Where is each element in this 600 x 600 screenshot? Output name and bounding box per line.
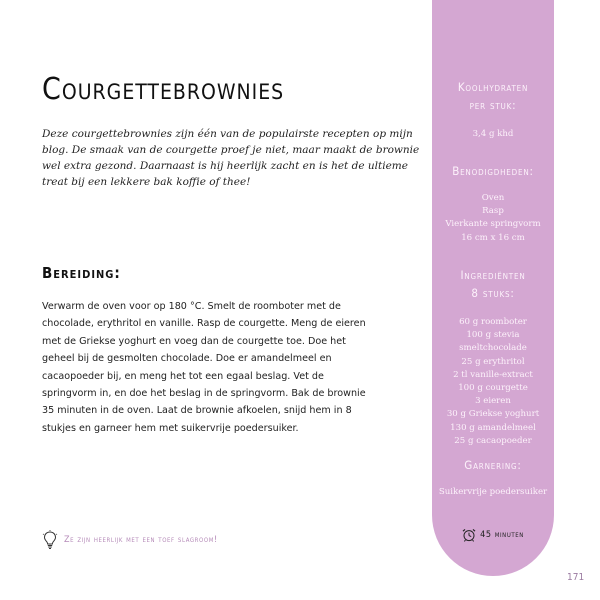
tools-heading: Benodigdheden:	[452, 164, 534, 178]
tools-item: Rasp	[482, 206, 504, 217]
carbs-heading: Koolhydraten	[457, 80, 529, 94]
ingredient-item: 60 g roomboter	[459, 317, 527, 327]
ingredient-item: 25 g erythritol	[461, 356, 525, 367]
tools-item: 16 cm x 16 cm	[461, 232, 525, 243]
tools-item: Vierkante springvorm	[445, 219, 541, 230]
tip	[42, 530, 218, 550]
preparation-heading: Bereiding:	[42, 264, 121, 282]
ingredients-heading: Ingrediënten	[460, 268, 526, 282]
carbs-section	[432, 78, 554, 141]
preparation-text: Verwarm de oven voor op 180 °C. Smelt de roomboter met de chocolade, erythritol en vanille. Rasp de courgette. Meng de eieren met de Griekse yoghurt en voeg dan de courgette toe. Doe het geheel bij de gesmolten chocolade. Doe er amandelmeel en cacaopoeder bij, en meng het tot een egaal beslag. Vet de springvorm in, en doe het beslag in de springvorm. Bak de brownie 35 minuten in de oven. Laat de brownie afkoelen, snijd hem in 8 stukjes en garneer hem met suikervrije poedersuiker.	[42, 301, 366, 434]
ingredient-item: 25 g cacaopoeder	[454, 435, 532, 446]
tools-list	[432, 192, 554, 245]
ingredient-item: 2 tl vanille-extract	[453, 369, 533, 380]
prep-time-text: 45 minuten	[480, 530, 524, 540]
page-number: 171	[567, 572, 585, 583]
ingredients-section	[432, 266, 554, 448]
alarm-clock-icon	[462, 528, 476, 542]
garnish-heading: Garnering:	[464, 458, 522, 472]
garnish-list	[432, 486, 554, 499]
ingredients-heading-sub: 8 stuks:	[471, 286, 515, 300]
recipe-info-sidebar	[432, 0, 554, 576]
page-title: Courgettebrownies	[42, 72, 285, 107]
ingredient-item: 100 g courgette	[458, 383, 528, 394]
ingredients-list	[432, 316, 554, 448]
tip-text: Ze zijn heerlijk met een toef slagroom!	[64, 535, 218, 545]
tools-item: Oven	[481, 193, 505, 203]
intro-text: Deze courgettebrownies zijn één van de populairste recepten op mijn blog. De smaak van de courgette proef je niet, maar maakt de brownie wel extra gezond. Daarnaast is hij heerlijk zacht en is het de ultieme treat bij een lekkere bak koffie of thee!	[42, 128, 420, 188]
garnish-section	[432, 456, 554, 499]
prep-time	[432, 528, 554, 542]
ingredient-item: 30 g Griekse yoghurt	[446, 409, 540, 420]
garnish-item: Suikervrije poedersuiker	[438, 487, 548, 497]
carbs-value: 3,4 g khd	[472, 129, 514, 139]
ingredient-item: 100 g stevia smeltchocolade	[459, 330, 527, 354]
carbs-heading-sub: per stuk:	[469, 98, 517, 112]
ingredient-item: 130 g amandelmeel	[450, 422, 536, 433]
lightbulb-icon	[42, 530, 58, 550]
ingredient-item: 3 eieren	[475, 396, 511, 407]
tools-section	[432, 162, 554, 245]
